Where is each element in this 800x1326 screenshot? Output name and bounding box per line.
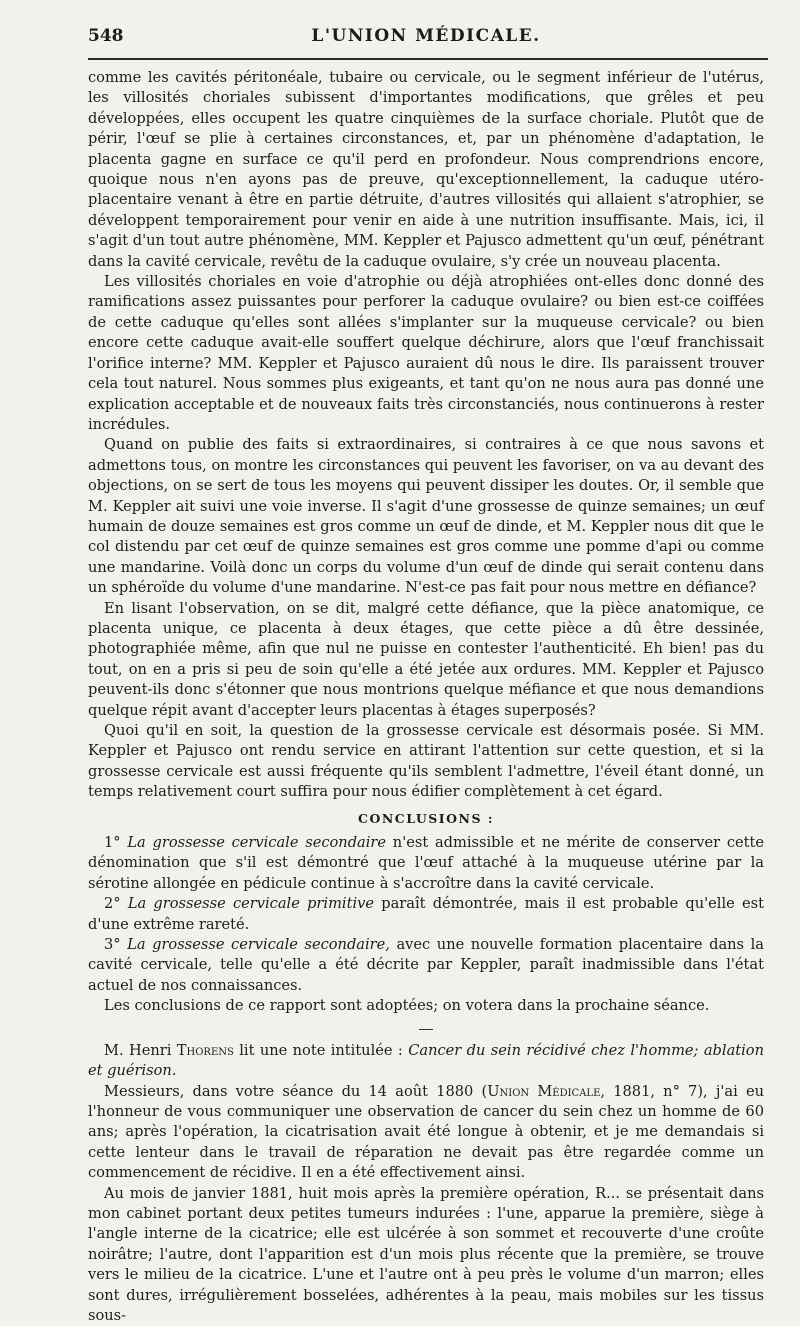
note-paragraph-2: Au mois de janvier 1881, huit mois après la première opération, R... se présentait dans mon cabinet portant deux petites tumeurs indurées : l'une, apparue la première, siège à l'angle interne de la cicatrice; elle est ulcérée à son sommet et recouverte d'une croûte noirâtre; l'autre, dont l'apparition est d'un mois plus récente que la première, se trouve vers le milieu de la cicatrice. L'une et l'autre ont à peu près le volume d'un marron; elles sont dures, irrégulièrement bosselées, adhérentes à la peau, mais mobiles sur les tissus sous- <box>88 1184 764 1324</box>
header-rule <box>88 58 768 60</box>
note-title: Cancer du sein récidivé chez l'homme; ablation et guérison. <box>88 1041 764 1080</box>
conclusion-number: 2° <box>104 895 128 913</box>
conclusion-title: La grossesse cervicale secondaire <box>127 834 387 852</box>
conclusion-text: paraît démontrée, mais il est probable qu'elle est d'une extrême rareté. <box>88 895 764 933</box>
conclusion-item-2 <box>88 894 764 935</box>
page-number: 548 <box>88 26 124 46</box>
paragraph-1: comme les cavités péritonéale, tubaire ou cervicale, ou le segment inférieur de l'utérus, les villosités choriales subissent d'importantes modifications, que grêles et peu développées, elles occupent les quatre cinquièmes de la surface choriale. Plutôt que de périr, l'œuf se plie à certaines circonstances, et, par un phénomène d'adaptation, le placenta gagne en surface ce qu'il perd en profondeur. Nous comprendrions encore, quoique nous n'en ayons pas de preuve, qu'exceptionnellement, la caduque utéro-placentaire venant à être en partie détruite, d'autres villosités qui allaient s'atrophier, se développent temporairement pour venir en aide à une nutrition insuffisante. Mais, ici, il s'agit d'un tout autre phénomène, MM. Keppler et Pajusco admettent qu'un œuf, pénétrant dans la cavité cervicale, revêtu de la caduque ovulaire, s'y crée un nouveau placenta. <box>88 69 764 270</box>
conclusion-item-1 <box>88 833 764 894</box>
conclusions-heading: CONCLUSIONS : <box>358 810 494 826</box>
paragraph-4: En lisant l'observation, on se dit, malgré cette défiance, que la pièce anatomique, ce placenta unique, ce placenta à deux étages, que cette pièce a dû être dessinée, photographiée même, afin que nul ne puisse en contester l'authenticité. Eh bien! pas du tout, on en a pris si peu de soin qu'elle a été jetée aux ordures. MM. Keppler et Pajusco peuvent-ils donc s'étonner que nous montrions quelque méfiance et que nous demandions quelque répit avant d'accepter leurs placentas à étages superposés? <box>88 599 764 719</box>
conclusion-number: 3° <box>104 936 128 954</box>
article-body <box>88 68 764 1326</box>
conclusions-closing: Les conclusions de ce rapport sont adoptées; on votera dans la prochaine séance. <box>104 997 710 1015</box>
section-separator <box>88 1023 764 1037</box>
page-header <box>88 20 764 54</box>
note-paragraph-1: Messieurs, dans votre séance du 14 août 1880 (Union Médicale, 1881, n° 7), j'ai eu l'honneur de vous communiquer une observation de cancer du sein chez un homme de 60 ans; après l'opération, la cicatrisation avait été longue à obtenir, et je me demandais si cette lenteur dans le travail de réparation ne devait pas être regardée comme un commencement de récidive. Il en a été effectivement ainsi. <box>88 1082 764 1182</box>
conclusion-item-3 <box>88 935 764 996</box>
running-title: L'UNION MÉDICALE. <box>311 26 541 46</box>
paragraph-5: Quoi qu'il en soit, la question de la grossesse cervicale est désormais posée. Si MM. Keppler et Pajusco ont rendu service en attirant l'attention sur cette question, et si la grossesse cervicale est aussi fréquente qu'ils semblent l'admettre, l'éveil étant donné, un temps relativement court suffira pour nous édifier complètement à cet égard. <box>88 722 764 801</box>
note-author: Thorens <box>176 1041 234 1059</box>
paragraph-3: Quand on publie des faits si extraordinaires, si contraires à ce que nous savons et admettons tous, on montre les circonstances qui peuvent les favoriser, on va au devant des objections, on se sert de tous les moyens qui peuvent dissiper les doutes. Or, il semble que M. Keppler ait suivi une voie inverse. Il s'agit d'une grossesse de quinze semaines; un œuf humain de douze semaines est gros comme un œuf de dinde, et M. Keppler nous dit que le col distendu par cet œuf de quinze semaines est gros comme une pomme d'api ou comme une mandarine. Voilà donc un corps du volume d'un œuf de dinde qui serait contenu dans un sphéroïde du volume d'une mandarine. N'est-ce pas fait pour nous mettre en défiance? <box>88 436 764 597</box>
conclusion-title: La grossesse cervicale secondaire, <box>127 936 390 954</box>
conclusion-text: avec une nouvelle formation placentaire dans la cavité cervicale, telle qu'elle a été décrite par Keppler, paraît inadmissible dans l'état actuel de nos connaissances. <box>88 936 764 994</box>
conclusion-title: La grossesse cervicale primitive <box>127 895 374 913</box>
conclusion-text: n'est admissible et ne mérite de conserver cette dénomination que s'il est démontré que l'œuf attaché à la muqueuse utérine par la sérotine allongée en pédicule continue à s'accroître dans la cavité cervicale. <box>88 834 764 892</box>
conclusion-number: 1° <box>104 834 128 852</box>
journal-name: Union Médicale <box>487 1082 601 1100</box>
note-intro: M. Henri Thorens lit une note intitulée : Cancer du sein récidivé chez l'homme; ablation et guérison. <box>88 1041 764 1080</box>
paragraph-2: Les villosités choriales en voie d'atrophie ou déjà atrophiées ont-elles donc donné des ramifications assez puissantes pour perforer la caduque ovulaire? ou bien est-ce coiffées de cette caduque qu'elles sont allées s'implanter sur la muqueuse cervicale? ou bien encore cette caduque avait-elle souffert quelque déchirure, alors que l'œuf franchissait l'orifice interne? MM. Keppler et Pajusco auraient dû nous le dire. Ils paraissent trouver cela tout naturel. Nous sommes plus exigeants, et tant qu'on ne nous aura pas donné une explication acceptable et de nouveaux faits très circonstanciés, nous continuerons à rester incrédules. <box>88 273 764 433</box>
